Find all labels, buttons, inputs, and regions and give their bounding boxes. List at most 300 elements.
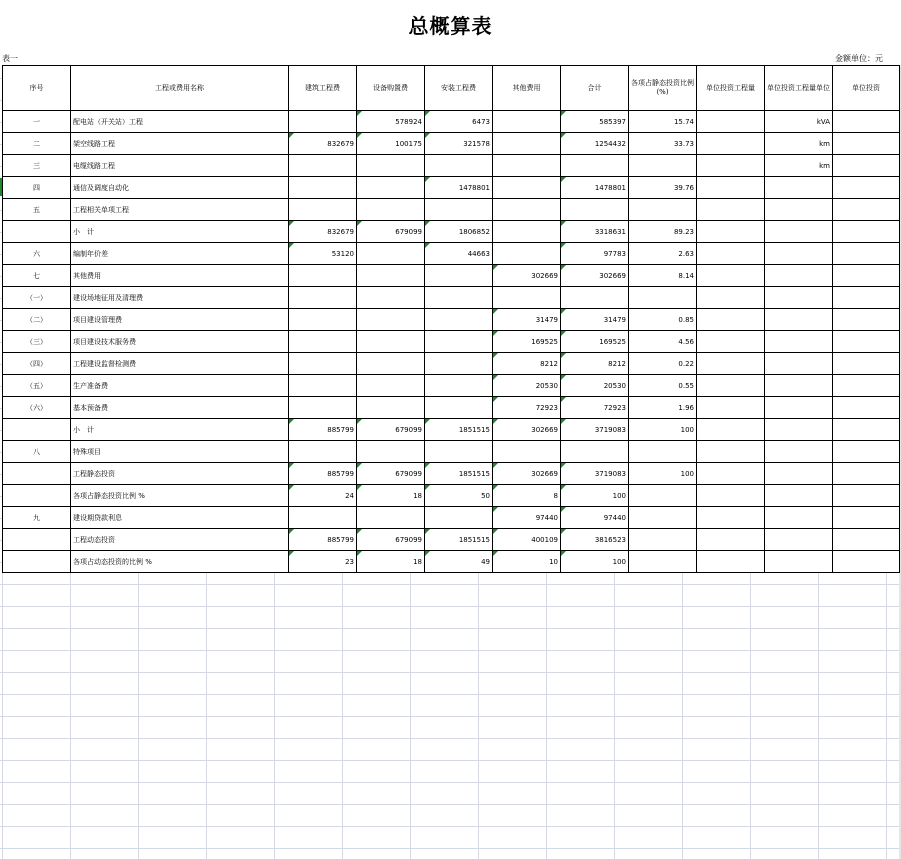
cell-item-name-value: 其他费用: [73, 271, 101, 280]
cell-installation-cost[interactable]: [425, 155, 493, 177]
cell-other-cost[interactable]: [493, 353, 561, 375]
cell-item-name[interactable]: [71, 529, 289, 551]
cell-installation-cost[interactable]: [425, 287, 493, 309]
cell-seq-value: （四）: [26, 359, 47, 368]
header-cell[interactable]: 单位投资工程量单位: [765, 66, 833, 111]
cell-total[interactable]: [561, 551, 629, 573]
table-row: [3, 375, 900, 397]
cell-static-percent-value: 100: [680, 469, 694, 478]
cell-other-cost[interactable]: [493, 397, 561, 419]
cell-item-name[interactable]: [71, 331, 289, 353]
cell-total[interactable]: [561, 375, 629, 397]
cell-unit-measure[interactable]: [765, 243, 833, 265]
cell-unit-quantity[interactable]: [697, 243, 765, 265]
cell-item-name-value: 小 计: [73, 425, 94, 434]
cell-construction-cost[interactable]: [289, 177, 357, 199]
cell-unit-measure[interactable]: [765, 155, 833, 177]
cell-seq[interactable]: [3, 177, 71, 199]
cell-static-percent[interactable]: [629, 397, 697, 419]
cell-total[interactable]: [561, 463, 629, 485]
cell-construction-cost-value: 885799: [327, 535, 354, 544]
cell-installation-cost[interactable]: [425, 221, 493, 243]
cell-static-percent[interactable]: [629, 331, 697, 353]
cell-unit-quantity[interactable]: [697, 441, 765, 463]
cell-total[interactable]: [561, 441, 629, 463]
cell-installation-cost[interactable]: [425, 529, 493, 551]
cell-unit-investment[interactable]: [833, 375, 900, 397]
cell-unit-investment[interactable]: [833, 419, 900, 441]
table-row: [3, 177, 900, 199]
cell-item-name[interactable]: [71, 155, 289, 177]
cell-item-name[interactable]: [71, 243, 289, 265]
cell-other-cost[interactable]: [493, 243, 561, 265]
cell-item-name[interactable]: [71, 309, 289, 331]
cell-seq[interactable]: [3, 507, 71, 529]
cell-total[interactable]: [561, 221, 629, 243]
cell-static-percent[interactable]: [629, 111, 697, 133]
cell-equipment-cost[interactable]: [357, 441, 425, 463]
cell-installation-cost[interactable]: [425, 111, 493, 133]
cell-seq[interactable]: [3, 221, 71, 243]
cell-construction-cost[interactable]: [289, 419, 357, 441]
cell-total[interactable]: [561, 111, 629, 133]
cell-unit-investment[interactable]: [833, 309, 900, 331]
cell-unit-investment[interactable]: [833, 199, 900, 221]
cell-seq[interactable]: [3, 441, 71, 463]
text-number-warning-marker: [561, 133, 566, 138]
cell-unit-quantity[interactable]: [697, 463, 765, 485]
cell-item-name[interactable]: [71, 463, 289, 485]
cell-static-percent[interactable]: [629, 529, 697, 551]
text-number-warning-marker: [425, 177, 430, 182]
cell-seq[interactable]: [3, 353, 71, 375]
cell-total-value: 3719083: [594, 425, 626, 434]
cell-seq[interactable]: [3, 199, 71, 221]
cell-unit-measure[interactable]: [765, 441, 833, 463]
cell-construction-cost[interactable]: [289, 331, 357, 353]
cell-other-cost[interactable]: [493, 529, 561, 551]
cell-static-percent[interactable]: [629, 265, 697, 287]
cell-unit-measure[interactable]: [765, 485, 833, 507]
cell-seq-value: （五）: [26, 381, 47, 390]
cell-unit-quantity[interactable]: [697, 551, 765, 573]
cell-other-cost[interactable]: [493, 133, 561, 155]
cell-installation-cost-value: 1851515: [458, 425, 490, 434]
cell-installation-cost[interactable]: [425, 243, 493, 265]
cell-total[interactable]: [561, 265, 629, 287]
cell-other-cost-value: 97440: [535, 513, 558, 522]
cell-equipment-cost[interactable]: [357, 419, 425, 441]
cell-total[interactable]: [561, 397, 629, 419]
cell-static-percent[interactable]: [629, 287, 697, 309]
cell-unit-measure[interactable]: [765, 551, 833, 573]
header-cell[interactable]: 单位投资: [833, 66, 900, 111]
cell-unit-quantity[interactable]: [697, 221, 765, 243]
cell-static-percent[interactable]: [629, 309, 697, 331]
cell-item-name-value: 小 计: [73, 227, 94, 236]
cell-unit-quantity[interactable]: [697, 507, 765, 529]
table-row: [3, 419, 900, 441]
table-row: [3, 463, 900, 485]
cell-unit-quantity[interactable]: [697, 353, 765, 375]
text-number-warning-marker: [561, 111, 566, 116]
cell-other-cost[interactable]: [493, 309, 561, 331]
cell-unit-measure[interactable]: [765, 529, 833, 551]
cell-equipment-cost-value: 18: [413, 491, 422, 500]
cell-total[interactable]: [561, 485, 629, 507]
cell-unit-quantity[interactable]: [697, 287, 765, 309]
cell-item-name[interactable]: [71, 441, 289, 463]
cell-equipment-cost[interactable]: [357, 529, 425, 551]
cell-total[interactable]: [561, 353, 629, 375]
cell-other-cost[interactable]: [493, 331, 561, 353]
cell-unit-quantity[interactable]: [697, 331, 765, 353]
cell-static-percent[interactable]: [629, 463, 697, 485]
text-number-warning-marker: [289, 133, 294, 138]
cell-unit-measure[interactable]: [765, 507, 833, 529]
cell-construction-cost[interactable]: [289, 353, 357, 375]
cell-item-name[interactable]: [71, 397, 289, 419]
cell-unit-measure[interactable]: [765, 199, 833, 221]
cell-seq[interactable]: [3, 397, 71, 419]
cell-installation-cost[interactable]: [425, 353, 493, 375]
cell-other-cost[interactable]: [493, 375, 561, 397]
cell-item-name[interactable]: [71, 199, 289, 221]
cell-equipment-cost[interactable]: [357, 133, 425, 155]
cell-equipment-cost[interactable]: [357, 221, 425, 243]
cell-construction-cost[interactable]: [289, 111, 357, 133]
cell-item-name[interactable]: [71, 551, 289, 573]
cell-unit-investment[interactable]: [833, 507, 900, 529]
cell-other-cost[interactable]: [493, 441, 561, 463]
cell-item-name[interactable]: [71, 485, 289, 507]
cell-total[interactable]: [561, 199, 629, 221]
cell-static-percent[interactable]: [629, 485, 697, 507]
header-cell[interactable]: 工程或费用名称: [71, 66, 289, 111]
cell-unit-measure[interactable]: [765, 287, 833, 309]
cell-installation-cost[interactable]: [425, 309, 493, 331]
cell-installation-cost[interactable]: [425, 133, 493, 155]
header-cell[interactable]: 单位投资工程量: [697, 66, 765, 111]
cell-total[interactable]: [561, 177, 629, 199]
cell-unit-measure[interactable]: [765, 309, 833, 331]
text-number-warning-marker: [561, 331, 566, 336]
cell-total[interactable]: [561, 155, 629, 177]
cell-total[interactable]: [561, 529, 629, 551]
cell-unit-investment[interactable]: [833, 155, 900, 177]
cell-seq-value: （一）: [26, 293, 47, 302]
cell-seq[interactable]: [3, 133, 71, 155]
cell-equipment-cost[interactable]: [357, 551, 425, 573]
cell-item-name[interactable]: [71, 287, 289, 309]
cell-installation-cost[interactable]: [425, 441, 493, 463]
header-cell[interactable]: 设备购置费: [357, 66, 425, 111]
header-cell[interactable]: 合计: [561, 66, 629, 111]
cell-static-percent[interactable]: [629, 551, 697, 573]
cell-unit-investment[interactable]: [833, 243, 900, 265]
cell-seq[interactable]: [3, 375, 71, 397]
cell-construction-cost[interactable]: [289, 155, 357, 177]
cell-unit-investment[interactable]: [833, 265, 900, 287]
cell-installation-cost[interactable]: [425, 177, 493, 199]
cell-installation-cost[interactable]: [425, 551, 493, 573]
text-number-warning-marker: [357, 221, 362, 226]
cell-seq[interactable]: [3, 155, 71, 177]
cell-unit-investment[interactable]: [833, 397, 900, 419]
cell-unit-measure[interactable]: [765, 463, 833, 485]
cell-construction-cost[interactable]: [289, 133, 357, 155]
cell-seq[interactable]: [3, 287, 71, 309]
cell-unit-measure[interactable]: [765, 397, 833, 419]
cell-seq-value: 三: [33, 161, 40, 170]
cell-unit-quantity[interactable]: [697, 397, 765, 419]
cell-item-name[interactable]: [71, 133, 289, 155]
cell-equipment-cost[interactable]: [357, 485, 425, 507]
cell-seq-value: 二: [33, 139, 40, 148]
cell-seq[interactable]: [3, 463, 71, 485]
cell-static-percent[interactable]: [629, 243, 697, 265]
cell-other-cost[interactable]: [493, 177, 561, 199]
cell-unit-measure[interactable]: [765, 331, 833, 353]
cell-construction-cost[interactable]: [289, 375, 357, 397]
cell-construction-cost[interactable]: [289, 485, 357, 507]
cell-other-cost[interactable]: [493, 463, 561, 485]
cell-unit-quantity[interactable]: [697, 111, 765, 133]
header-cell[interactable]: 安装工程费: [425, 66, 493, 111]
cell-seq[interactable]: [3, 529, 71, 551]
cell-seq[interactable]: [3, 309, 71, 331]
cell-item-name[interactable]: [71, 111, 289, 133]
cell-installation-cost[interactable]: [425, 485, 493, 507]
cell-other-cost[interactable]: [493, 155, 561, 177]
cell-unit-quantity[interactable]: [697, 177, 765, 199]
cell-unit-investment[interactable]: [833, 221, 900, 243]
cell-unit-quantity[interactable]: [697, 155, 765, 177]
text-number-warning-marker: [493, 331, 498, 336]
cell-installation-cost[interactable]: [425, 331, 493, 353]
cell-total[interactable]: [561, 243, 629, 265]
cell-static-percent[interactable]: [629, 199, 697, 221]
cell-equipment-cost[interactable]: [357, 331, 425, 353]
cell-static-percent[interactable]: [629, 507, 697, 529]
cell-installation-cost-value: 1806852: [458, 227, 490, 236]
cell-other-cost[interactable]: [493, 551, 561, 573]
cell-equipment-cost[interactable]: [357, 375, 425, 397]
cell-static-percent[interactable]: [629, 353, 697, 375]
cell-unit-measure[interactable]: [765, 353, 833, 375]
text-number-warning-marker: [561, 419, 566, 424]
cell-item-name[interactable]: [71, 265, 289, 287]
cell-unit-measure[interactable]: [765, 177, 833, 199]
cell-other-cost[interactable]: [493, 287, 561, 309]
cell-construction-cost[interactable]: [289, 199, 357, 221]
header-cell[interactable]: 其他费用: [493, 66, 561, 111]
cell-unit-investment[interactable]: [833, 441, 900, 463]
cell-equipment-cost[interactable]: [357, 243, 425, 265]
cell-unit-investment[interactable]: [833, 353, 900, 375]
cell-construction-cost[interactable]: [289, 551, 357, 573]
cell-item-name[interactable]: [71, 221, 289, 243]
cell-seq[interactable]: [3, 331, 71, 353]
cell-equipment-cost[interactable]: [357, 265, 425, 287]
cell-total[interactable]: [561, 309, 629, 331]
cell-other-cost[interactable]: [493, 485, 561, 507]
cell-unit-measure[interactable]: [765, 111, 833, 133]
cell-item-name-value: 工程相关单项工程: [73, 205, 129, 214]
cell-installation-cost[interactable]: [425, 199, 493, 221]
text-number-warning-marker: [493, 485, 498, 490]
cell-unit-investment[interactable]: [833, 287, 900, 309]
cell-other-cost[interactable]: [493, 265, 561, 287]
cell-unit-investment[interactable]: [833, 551, 900, 573]
cell-static-percent[interactable]: [629, 177, 697, 199]
cell-item-name-value: 特殊项目: [73, 447, 101, 456]
cell-equipment-cost[interactable]: [357, 507, 425, 529]
table-subheader: [0, 52, 901, 65]
cell-equipment-cost[interactable]: [357, 177, 425, 199]
cell-equipment-cost[interactable]: [357, 309, 425, 331]
cell-static-percent[interactable]: [629, 221, 697, 243]
cell-total[interactable]: [561, 133, 629, 155]
cell-unit-quantity[interactable]: [697, 375, 765, 397]
cell-equipment-cost[interactable]: [357, 199, 425, 221]
unit-label: 金额单位：元: [835, 54, 883, 63]
cell-equipment-cost[interactable]: [357, 353, 425, 375]
cell-static-percent[interactable]: [629, 155, 697, 177]
cell-construction-cost-value: 23: [345, 557, 354, 566]
cell-seq[interactable]: [3, 419, 71, 441]
cell-equipment-cost[interactable]: [357, 397, 425, 419]
cell-unit-measure[interactable]: [765, 133, 833, 155]
cell-equipment-cost[interactable]: [357, 111, 425, 133]
cell-item-name[interactable]: [71, 419, 289, 441]
cell-unit-quantity[interactable]: [697, 199, 765, 221]
cell-seq[interactable]: [3, 551, 71, 573]
cell-total[interactable]: [561, 331, 629, 353]
cell-other-cost[interactable]: [493, 419, 561, 441]
cell-unit-quantity[interactable]: [697, 265, 765, 287]
cell-construction-cost[interactable]: [289, 287, 357, 309]
cell-item-name[interactable]: [71, 507, 289, 529]
cell-item-name-value: 通信及调度自动化: [73, 183, 129, 192]
cell-static-percent[interactable]: [629, 375, 697, 397]
cell-unit-measure[interactable]: [765, 221, 833, 243]
text-number-warning-marker: [561, 529, 566, 534]
text-number-warning-marker: [289, 243, 294, 248]
cell-unit-quantity[interactable]: [697, 529, 765, 551]
cell-unit-investment[interactable]: [833, 111, 900, 133]
cell-item-name[interactable]: [71, 177, 289, 199]
cell-seq[interactable]: [3, 265, 71, 287]
cell-static-percent[interactable]: [629, 441, 697, 463]
cell-construction-cost[interactable]: [289, 507, 357, 529]
text-number-warning-marker: [357, 419, 362, 424]
text-number-warning-marker: [493, 529, 498, 534]
cell-item-name[interactable]: [71, 353, 289, 375]
cell-unit-measure[interactable]: [765, 419, 833, 441]
cell-unit-quantity[interactable]: [697, 419, 765, 441]
cell-installation-cost[interactable]: [425, 507, 493, 529]
table-row: [3, 155, 900, 177]
cell-total[interactable]: [561, 287, 629, 309]
cell-item-name-value: 配电站（开关站）工程: [73, 117, 143, 126]
cell-item-name-value: 各项占静态投资比例 %: [73, 491, 145, 500]
cell-other-cost[interactable]: [493, 111, 561, 133]
cell-equipment-cost[interactable]: [357, 155, 425, 177]
cell-installation-cost[interactable]: [425, 397, 493, 419]
cell-installation-cost-value: 44663: [467, 249, 490, 258]
cell-other-cost-value: 169525: [531, 337, 558, 346]
cell-item-name[interactable]: [71, 375, 289, 397]
cell-unit-measure[interactable]: [765, 265, 833, 287]
cell-construction-cost[interactable]: [289, 265, 357, 287]
cell-installation-cost[interactable]: [425, 265, 493, 287]
cell-seq[interactable]: [3, 111, 71, 133]
table-row: [3, 441, 900, 463]
cell-static-percent[interactable]: [629, 419, 697, 441]
cell-construction-cost[interactable]: [289, 397, 357, 419]
text-number-warning-marker: [561, 375, 566, 380]
table-row: [3, 485, 900, 507]
cell-unit-investment[interactable]: [833, 331, 900, 353]
cell-other-cost[interactable]: [493, 507, 561, 529]
cell-installation-cost[interactable]: [425, 419, 493, 441]
text-number-warning-marker: [561, 397, 566, 402]
cell-other-cost[interactable]: [493, 199, 561, 221]
cell-construction-cost[interactable]: [289, 221, 357, 243]
cell-total[interactable]: [561, 507, 629, 529]
cell-unit-investment[interactable]: [833, 133, 900, 155]
cell-equipment-cost[interactable]: [357, 463, 425, 485]
cell-other-cost-value: 302669: [531, 271, 558, 280]
cell-construction-cost[interactable]: [289, 309, 357, 331]
cell-equipment-cost[interactable]: [357, 287, 425, 309]
cell-installation-cost[interactable]: [425, 463, 493, 485]
cell-unit-investment[interactable]: [833, 529, 900, 551]
cell-unit-quantity[interactable]: [697, 133, 765, 155]
header-cell[interactable]: 建筑工程费: [289, 66, 357, 111]
cell-other-cost-value: 400109: [531, 535, 558, 544]
cell-seq[interactable]: [3, 485, 71, 507]
cell-other-cost[interactable]: [493, 221, 561, 243]
cell-unit-quantity[interactable]: [697, 485, 765, 507]
cell-total[interactable]: [561, 419, 629, 441]
cell-unit-quantity[interactable]: [697, 309, 765, 331]
cell-static-percent[interactable]: [629, 133, 697, 155]
cell-construction-cost[interactable]: [289, 463, 357, 485]
cell-other-cost-value: 10: [549, 557, 558, 566]
header-cell[interactable]: 各项占静态投资比例(%): [629, 66, 697, 111]
cell-static-percent-value: 1.96: [678, 403, 694, 412]
cell-unit-investment[interactable]: [833, 177, 900, 199]
cell-construction-cost[interactable]: [289, 441, 357, 463]
cell-construction-cost[interactable]: [289, 529, 357, 551]
text-number-warning-marker: [561, 309, 566, 314]
cell-construction-cost[interactable]: [289, 243, 357, 265]
cell-item-name-value: 电缆线路工程: [73, 161, 115, 170]
cell-seq[interactable]: [3, 243, 71, 265]
cell-installation-cost-value: 1851515: [458, 469, 490, 478]
cell-equipment-cost-value: 679099: [395, 425, 422, 434]
cell-unit-investment[interactable]: [833, 463, 900, 485]
text-number-warning-marker: [425, 243, 430, 248]
cell-other-cost-value: 8: [553, 491, 558, 500]
text-number-warning-marker: [357, 551, 362, 556]
cell-unit-investment[interactable]: [833, 485, 900, 507]
cell-unit-measure[interactable]: [765, 375, 833, 397]
cell-installation-cost[interactable]: [425, 375, 493, 397]
header-cell[interactable]: 序号: [3, 66, 71, 111]
